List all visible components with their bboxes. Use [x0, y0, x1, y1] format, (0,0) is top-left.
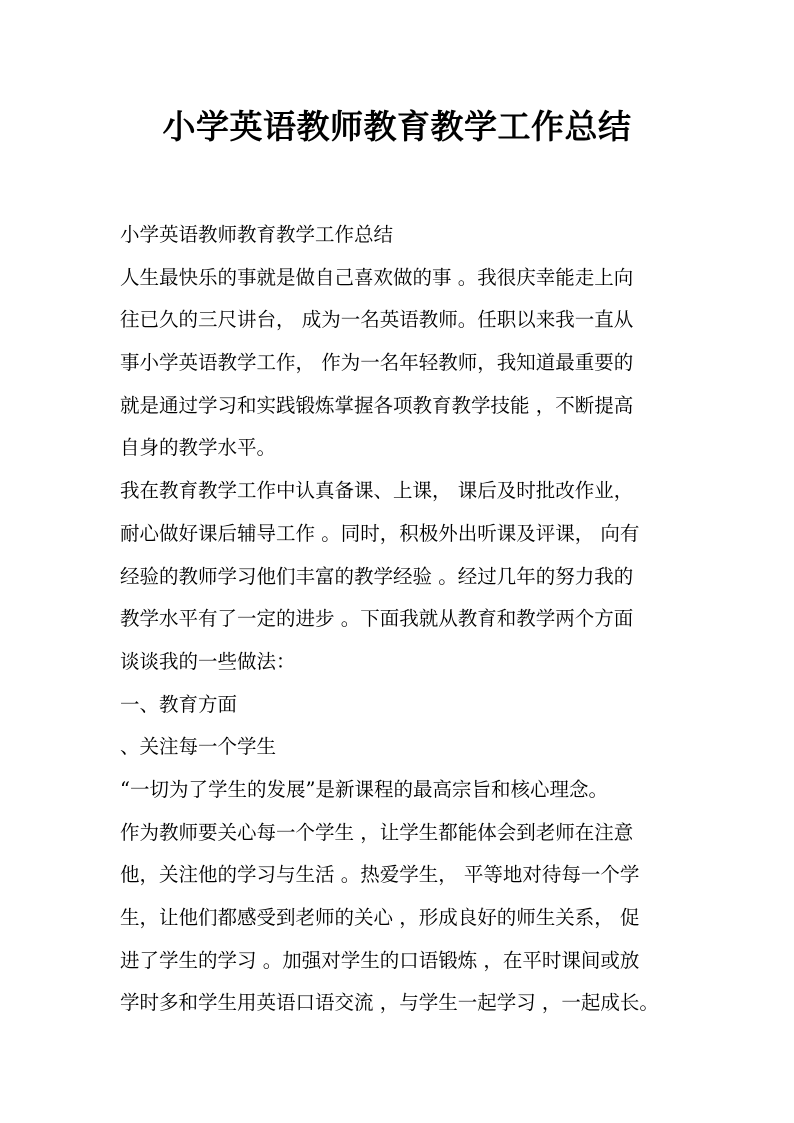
body-line: 往已久的三尺讲台， 成为一名英语教师。任职以来我一直从	[120, 308, 634, 332]
document-body	[120, 220, 700, 1031]
body-line: 他，关注他的学习与生活 。热爱学生， 平等地对待每一个学	[120, 863, 640, 887]
body-line: 教学水平有了一定的进步 。下面我就从教育和教学两个方面	[120, 607, 634, 631]
body-line: 经验的教师学习他们丰富的教学经验 。经过几年的努力我的	[120, 564, 634, 588]
body-line: 生，让他们都感受到老师的关心 ，形成良好的师生关系， 促	[120, 906, 640, 929]
body-line: 自身的教学水平。	[120, 436, 277, 460]
body-line: 人生最快乐的事就是做自己喜欢做的事 。我很庆幸能走上向	[120, 265, 634, 289]
subsection-heading: 、关注每一个学生	[120, 735, 277, 759]
body-line: 就是通过学习和实践锻炼掌握各项教育教学技能 ，不断提高	[120, 393, 634, 417]
body-line: 耐心做好课后辅导工作 。同时，积极外出听课及评课， 向有	[120, 521, 640, 545]
document-title: 小学英语教师教育教学工作总结	[162, 107, 632, 146]
body-line: 进了学生的学习 。加强对学生的口语锻炼 ，在平时课间或放	[120, 948, 640, 972]
body-line: 事小学英语教学工作， 作为一名年轻教师，我知道最重要的	[120, 351, 634, 375]
body-line: 我在教育教学工作中认真备课、上课， 课后及时批改作业，	[120, 479, 634, 503]
body-line: 小学英语教师教育教学工作总结	[120, 223, 394, 246]
body-line: 谈谈我的一些做法：	[120, 649, 296, 673]
section-heading: 一、教育方面	[120, 692, 238, 716]
body-line: “一切为了学生的发展”是新课程的最高宗旨和核心理念。	[120, 777, 608, 801]
body-line: 作为教师要关心每一个学生 ，让学生都能体会到老师在注意	[120, 820, 634, 844]
body-line: 学时多和学生用英语口语交流 ，与学生一起学习 ，一起成长。	[120, 991, 659, 1015]
